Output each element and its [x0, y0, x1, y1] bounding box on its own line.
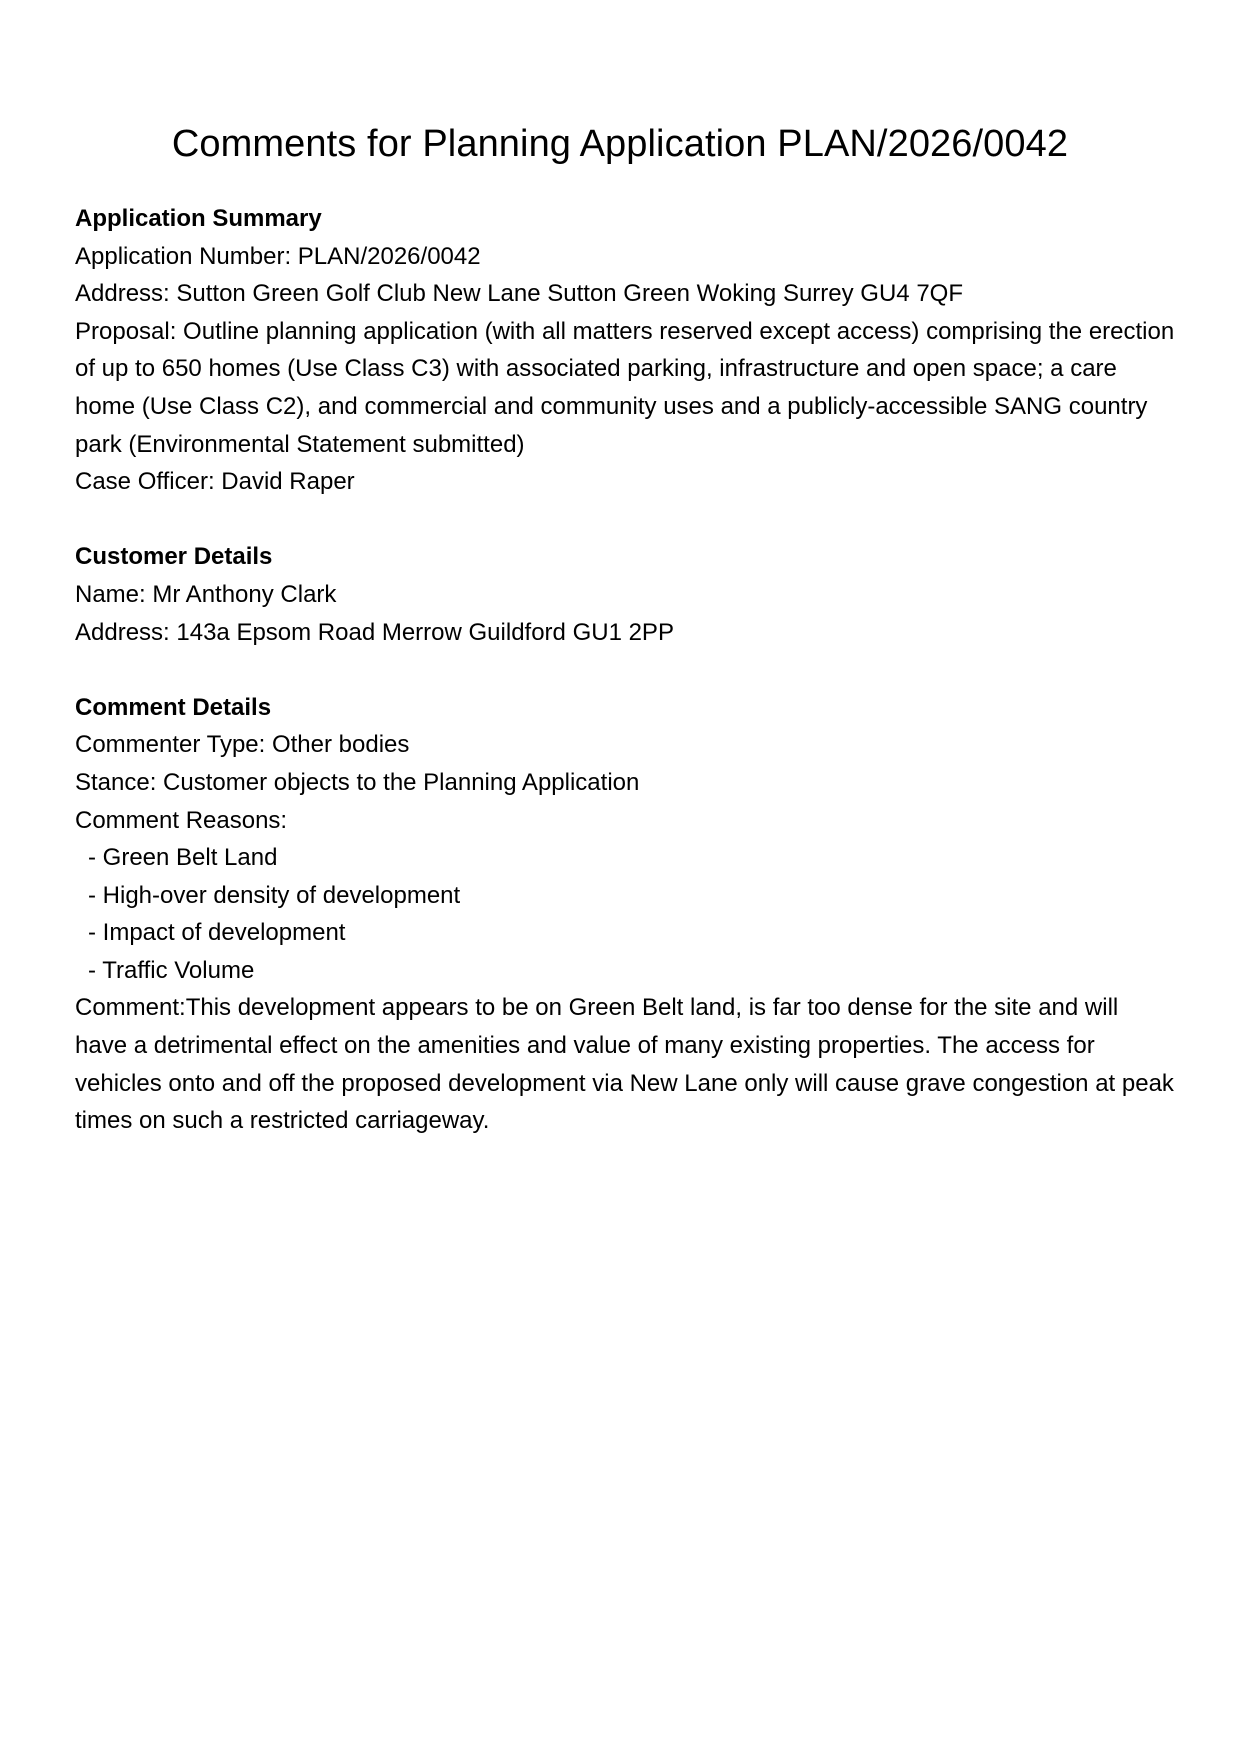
comment-details-heading: Comment Details	[75, 693, 272, 721]
application-number: Application Number: PLAN/2026/0042	[75, 242, 481, 270]
page-title: Comments for Planning Application PLAN/2026/0042	[171, 123, 1069, 166]
customer-name: Name: Mr Anthony Clark	[75, 580, 337, 608]
application-summary-section	[75, 200, 1175, 501]
comment-reason-item: - Traffic Volume	[88, 956, 255, 984]
case-officer: Case Officer: David Raper	[75, 468, 355, 496]
comment-reason-item: - Impact of development	[88, 919, 346, 947]
document-content	[75, 200, 1175, 1177]
application-summary-heading: Application Summary	[75, 205, 322, 232]
comment-text: Comment:This development appears to be on Green Belt land, is far too dense for the site and will have a detrimental effect on the amenities and value of many existing properties. The access for vehicles onto and off the proposed development via New Lane only will cause grave congestion at peak times on such a restricted carriageway.	[75, 994, 1174, 1135]
comment-reasons-list	[75, 839, 1175, 989]
customer-details-heading: Customer Details	[75, 543, 273, 571]
comment-reason-item: - High-over density of development	[88, 881, 461, 909]
comment-reasons-label: Comment Reasons:	[75, 806, 288, 834]
commenter-type: Commenter Type: Other bodies	[75, 731, 410, 759]
comment-stance: Stance: Customer objects to the Planning Application	[75, 768, 640, 796]
comment-reason-item: - Green Belt Land	[88, 844, 278, 872]
application-address: Address: Sutton Green Golf Club New Lane Sutton Green Woking Surrey GU4 7QF	[75, 280, 963, 308]
comment-details-section	[75, 689, 1175, 1140]
customer-address: Address: 143a Epsom Road Merrow Guildford GU1 2PP	[75, 618, 674, 646]
customer-details-section	[75, 538, 1175, 651]
application-proposal: Proposal: Outline planning application (with all matters reserved except access) comprising the erection of up to 650 homes (Use Class C3) with associated parking, infrastructure and open space; a care home (Use Class C2), and commercial and community uses and a publicly-accessible SANG country park (Environmental Statement submitted)	[75, 317, 1175, 458]
